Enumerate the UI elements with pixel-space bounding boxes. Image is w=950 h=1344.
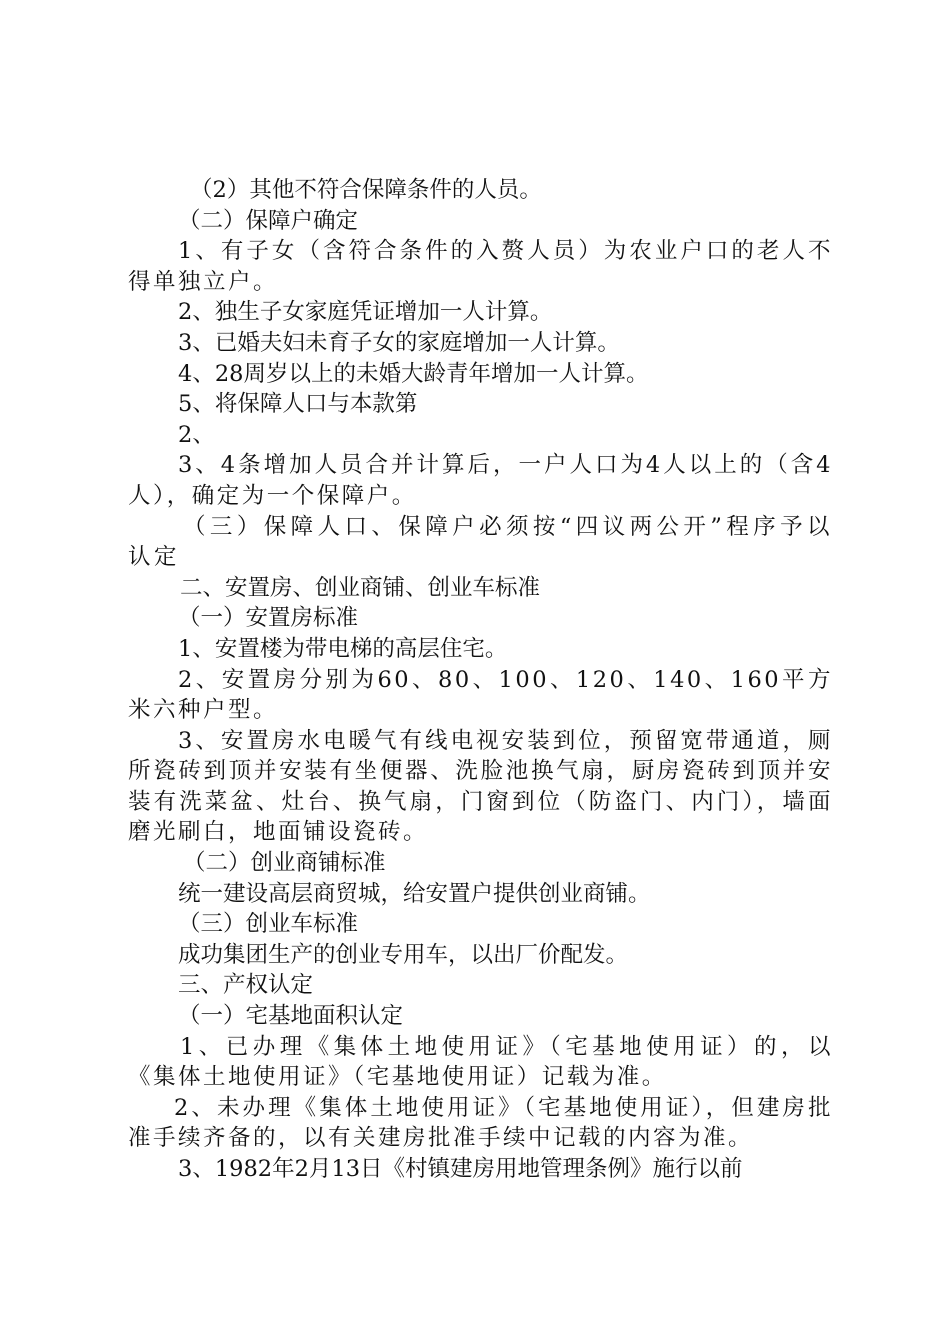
paragraph-24: 3、1982年2月13日《村镇建房用地管理条例》施行以前	[178, 1156, 743, 1182]
paragraph-23: 2、未办理《集体土地使用证》（宅基地使用证），但建房批准手续齐备的，以有关建房批准手续中记载的内容为准。	[128, 1094, 833, 1152]
paragraph-17: 统一建设高层商贸城，给安置户提供创业商铺。	[178, 880, 651, 907]
paragraph-12: （一）安置房标准	[178, 605, 359, 632]
document-body	[128, 175, 833, 1185]
paragraph-10: （三）保障人口、保障户必须按“四议两公开”程序予以认定	[128, 513, 833, 571]
paragraph-7: 5、将保障人口与本款第	[178, 391, 418, 418]
paragraph-3: 1、有子女（含符合条件的入赘人员）为农业户口的老人不得单独立户。	[128, 238, 833, 295]
section-heading-3: 三、产权认定	[178, 972, 314, 999]
paragraph-19: 成功集团生产的创业专用车，以出厂价配发。	[178, 941, 629, 968]
paragraph-18: （三）创业车标准	[178, 911, 359, 938]
paragraph-4: 2、独生子女家庭凭证增加一人计算。	[178, 299, 553, 326]
paragraph-14: 2、安置房分别为60、80、100、120、140、160平方米六种户型。	[128, 666, 833, 724]
paragraph-2: （二）保障户确定	[178, 207, 359, 234]
paragraph-22: 1、已办理《集体土地使用证》（宅基地使用证）的，以《集体土地使用证》（宅基地使用证）记载为准。	[128, 1033, 833, 1091]
paragraph-1: （2）其他不符合保障条件的人员。	[190, 177, 542, 203]
paragraph-21: （一）宅基地面积认定	[178, 1003, 404, 1030]
paragraph-15: 3、安置房水电暖气有线电视安装到位，预留宽带通道，厕所瓷砖到顶并安装有坐便器、洗脸池换气扇，厨房瓷砖到顶并安装有洗菜盆、灶台、换气扇，门窗到位（防盗门、内门），墙面磨光刷白，地面铺设瓷砖。	[128, 727, 833, 846]
paragraph-6: 4、28周岁以上的未婚大龄青年增加一人计算。	[178, 360, 649, 387]
paragraph-9: 3、4条增加人员合并计算后，一户人口为4人以上的（含4人），确定为一个保障户。	[128, 452, 833, 509]
section-heading-2: 二、安置房、创业商铺、创业车标准	[180, 574, 541, 601]
paragraph-13: 1、安置楼为带电梯的高层住宅。	[178, 635, 508, 662]
paragraph-8: 2、	[178, 421, 215, 448]
paragraph-16: （二）创业商铺标准	[183, 850, 386, 877]
paragraph-5: 3、已婚夫妇未育子女的家庭增加一人计算。	[178, 329, 620, 356]
